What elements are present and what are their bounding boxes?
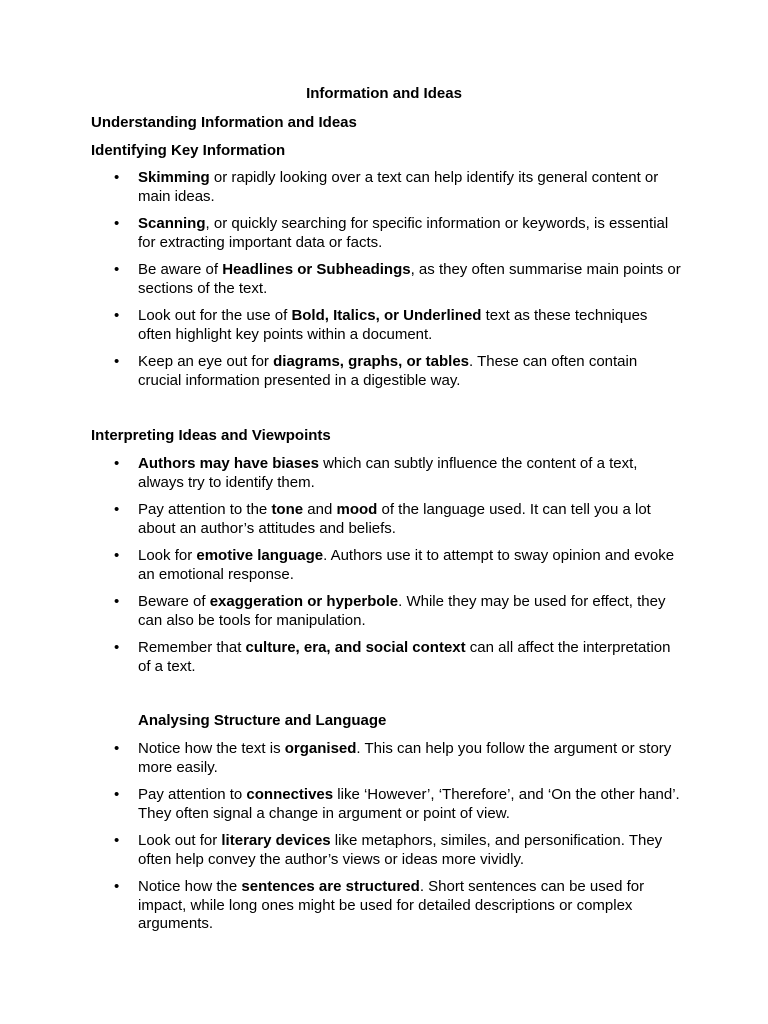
bullet-icon: •: [114, 455, 120, 472]
list-item: • Notice how the text is organised. This can help you follow the argument or story more easily.: [114, 740, 672, 776]
bullet-icon: •: [114, 169, 120, 186]
bullet-icon: •: [114, 261, 120, 278]
list-item: • Pay attention to the tone and mood of the language used. It can tell you a lot about an author’s attitudes and beliefs.: [114, 501, 651, 537]
list-item: • Remember that culture, era, and social context can all affect the interpretation of a text.: [114, 639, 671, 675]
bullet-icon: •: [114, 740, 120, 757]
bullet-icon: •: [114, 307, 120, 324]
bullet-icon: •: [114, 547, 120, 564]
bullet-icon: •: [114, 832, 120, 849]
section-heading-analysing: Analysing Structure and Language: [138, 712, 387, 729]
bullet-icon: •: [114, 353, 120, 370]
list-item: • Notice how the sentences are structured. Short sentences can be used for impact, while long ones might be used for detailed descriptions or complex arguments.: [114, 878, 645, 932]
bullet-icon: •: [114, 786, 120, 803]
list-item: • Look out for the use of Bold, Italics, or Underlined text as these techniques often highlight key points within a document.: [114, 307, 648, 343]
bullet-icon: •: [114, 501, 120, 518]
list-item: • Beware of exaggeration or hyperbole. While they may be used for effect, they can also be tools for manipulation.: [114, 593, 666, 629]
section-heading-interpreting: Interpreting Ideas and Viewpoints: [91, 427, 331, 444]
document-title: Information and Ideas: [306, 85, 462, 102]
bullet-icon: •: [114, 215, 120, 232]
bullet-icon: •: [114, 639, 120, 656]
list-item: • Keep an eye out for diagrams, graphs, or tables. These can often contain crucial information presented in a digestible way.: [114, 353, 638, 389]
section-heading-understanding: Understanding Information and Ideas: [91, 114, 357, 131]
list-item: • Look for emotive language. Authors use it to attempt to sway opinion and evoke an emotional response.: [114, 547, 675, 583]
list-item: • Authors may have biases which can subtly influence the content of a text, always try to identify them.: [114, 455, 638, 491]
list-item: • Skimming or rapidly looking over a text can help identify its general content or main ideas.: [114, 169, 659, 205]
list-item: • Be aware of Headlines or Subheadings, as they often summarise main points or sections of the text.: [114, 261, 681, 297]
bullet-list-interpreting: [0, 455, 768, 685]
bullet-list-analysing: [0, 740, 768, 943]
bullet-icon: •: [114, 593, 120, 610]
list-item: • Scanning, or quickly searching for specific information or keywords, is essential for extracting important data or facts.: [114, 215, 669, 251]
list-item: • Look out for literary devices like metaphors, similes, and personification. They often help convey the author’s views or ideas more vividly.: [114, 832, 663, 868]
list-item: • Pay attention to connectives like ‘However’, ‘Therefore’, and ‘On the other hand’. They often signal a change in argument or point of view.: [114, 786, 680, 822]
bullet-icon: •: [114, 878, 120, 895]
bullet-list-key-information: [0, 169, 768, 399]
subheading-identifying-key-information: Identifying Key Information: [91, 142, 286, 159]
